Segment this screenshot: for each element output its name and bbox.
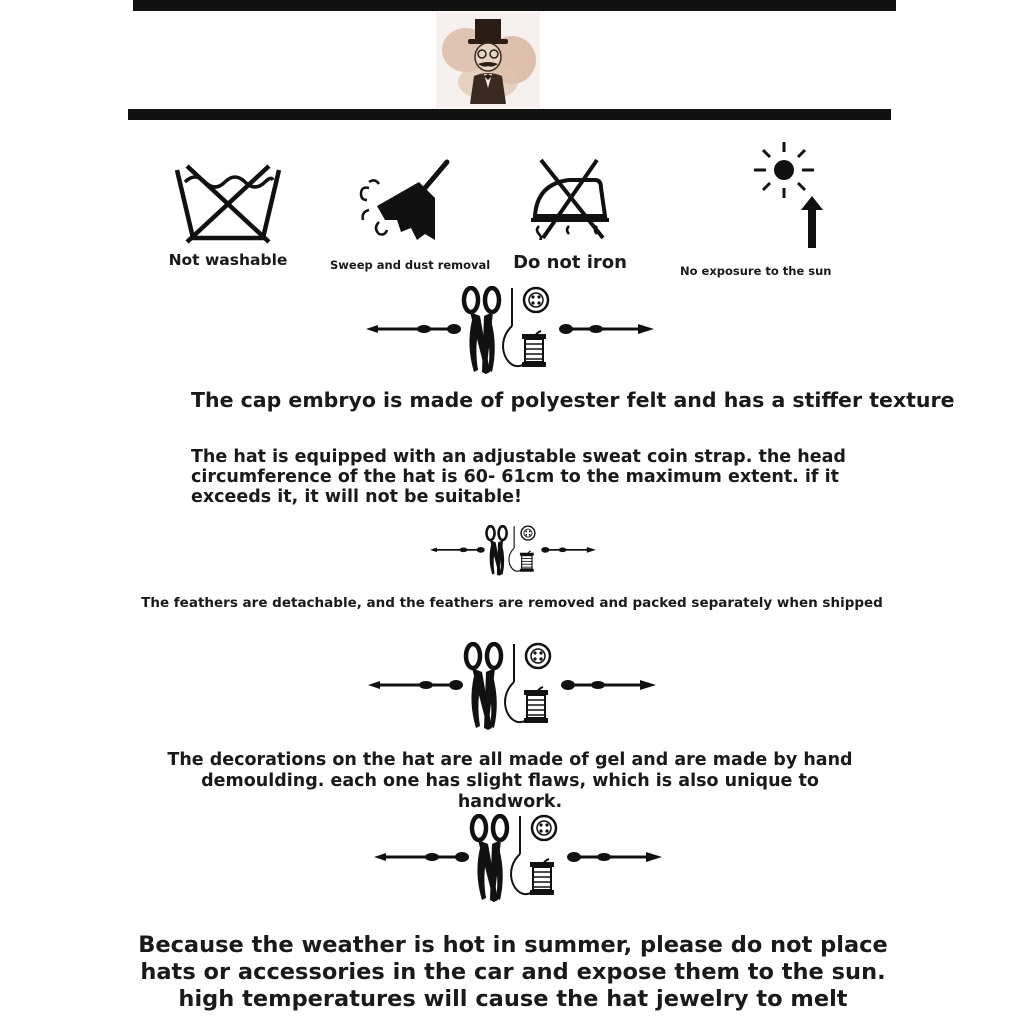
size-note: The hat is equipped with an adjustable sweat coin strap. the head circumference of the hat is 60- 61cm to the maximum extent. if it exceeds it, it will not be suitable! <box>191 447 846 507</box>
not-washable-icon <box>173 160 283 245</box>
gentleman-logo-icon <box>436 12 540 108</box>
care-label-do-not-iron: Do not iron <box>513 252 627 273</box>
feathers-note: The feathers are detachable, and the feathers are removed and packed separately when shipped <box>141 595 883 611</box>
sewing-divider-icon <box>366 286 654 376</box>
care-item-sweep <box>330 158 491 272</box>
care-label-not-washable: Not washable <box>168 251 288 269</box>
sewing-divider-icon <box>374 814 662 904</box>
care-item-not-washable <box>148 160 308 269</box>
summer-warning-note: Because the weather is hot in summer, please do not place hats or accessories in the car and expose them to the sun. high temperatures will cause the hat jewelry to melt <box>138 932 888 1012</box>
sewing-divider-icon <box>368 642 656 732</box>
sewing-divider-small-icon <box>430 524 596 578</box>
decorations-note: The decorations on the hat are all made of gel and are made by hand demoulding. each one has slight flaws, which is also unique to handwork. <box>167 750 853 812</box>
top-hat-gentleman-logo <box>436 12 540 108</box>
header-divider-bar <box>128 109 891 120</box>
care-item-do-not-iron <box>500 158 640 273</box>
no-sun-exposure-icon <box>680 136 830 254</box>
top-divider-bar <box>133 0 896 11</box>
do-not-iron-icon <box>525 158 615 240</box>
care-label-no-sun: No exposure to the sun <box>680 264 832 278</box>
care-item-no-sun <box>680 136 830 278</box>
care-label-sweep: Sweep and dust removal <box>330 258 491 272</box>
material-note: The cap embryo is made of polyester felt and has a stiffer texture <box>191 388 955 412</box>
sweep-broom-icon <box>355 158 455 244</box>
